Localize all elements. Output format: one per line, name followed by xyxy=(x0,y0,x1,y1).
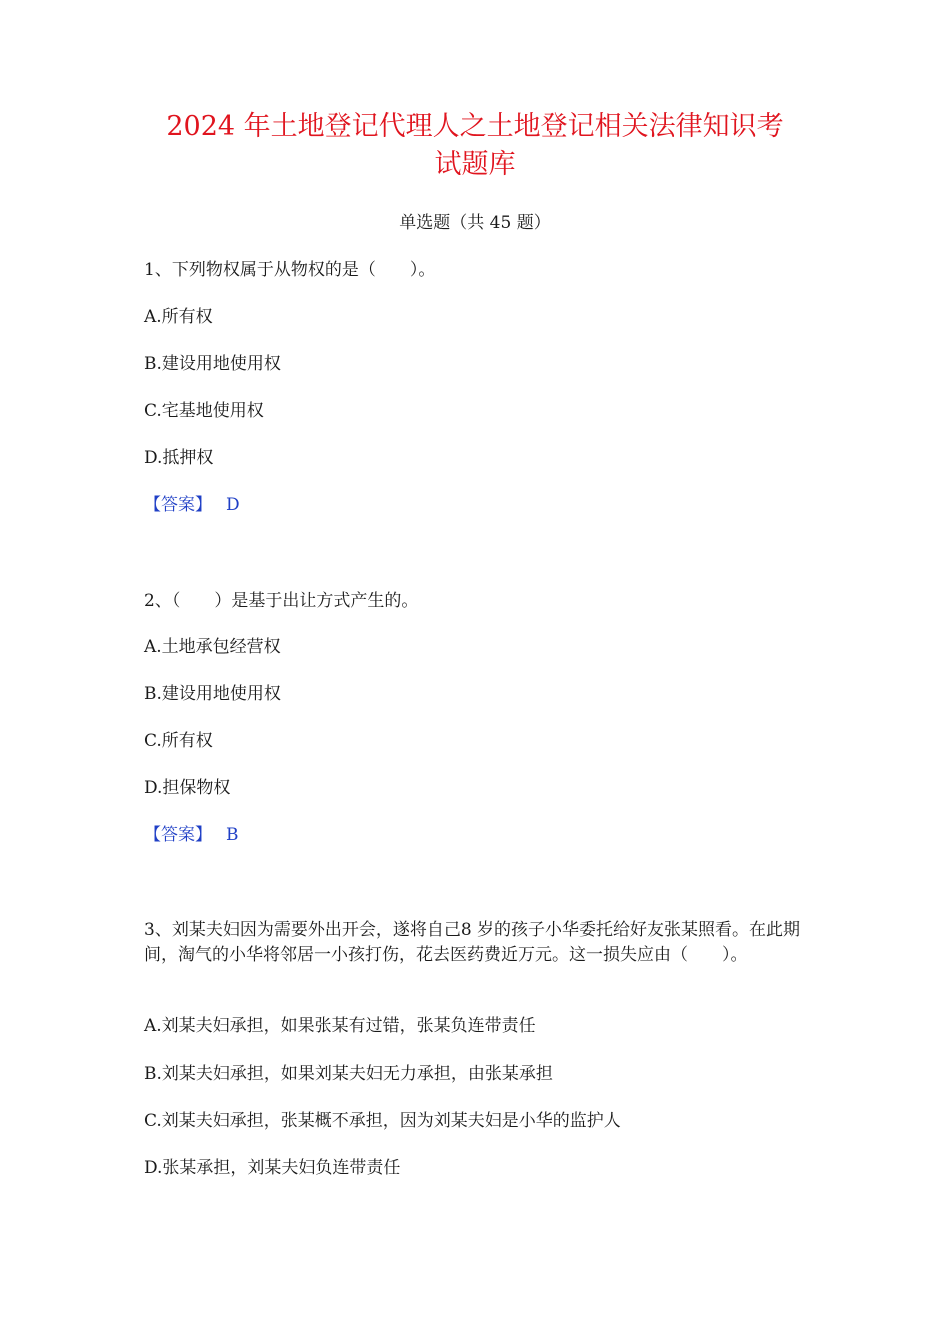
question-3-option-c: C.刘某夫妇承担，张某概不承担，因为刘某夫妇是小华的监护人 xyxy=(144,1111,621,1131)
question-2-option-a: A.土地承包经营权 xyxy=(144,637,281,657)
question-1-stem: 1、下列物权属于从物权的是（ ）。 xyxy=(144,260,436,280)
section-heading: 单选题（共 45 题） xyxy=(399,213,551,233)
question-3-option-a: A.刘某夫妇承担，如果张某有过错，张某负连带责任 xyxy=(144,1016,536,1036)
question-3-option-b: B.刘某夫妇承担，如果刘某夫妇无力承担，由张某承担 xyxy=(144,1064,553,1084)
question-2-answer xyxy=(144,823,239,847)
question-1-answer xyxy=(144,493,240,517)
answer-label: 【答案】 xyxy=(144,825,212,845)
answer-value: D xyxy=(226,495,240,515)
question-2-option-c: C.所有权 xyxy=(144,731,213,751)
document-title-line-1: 2024 年土地登记代理人之土地登记相关法律知识考 xyxy=(166,111,784,142)
answer-label: 【答案】 xyxy=(144,495,212,515)
question-1-option-d: D.抵押权 xyxy=(144,448,214,468)
answer-value: B xyxy=(226,825,239,845)
question-2-option-d: D.担保物权 xyxy=(144,778,231,798)
question-1-option-c: C.宅基地使用权 xyxy=(144,401,264,421)
question-3-option-d: D.张某承担，刘某夫妇负连带责任 xyxy=(144,1158,401,1178)
question-2-option-b: B.建设用地使用权 xyxy=(144,684,281,704)
document-title-line-2: 试题库 xyxy=(434,149,516,180)
question-3-stem: 3、刘某夫妇因为需要外出开会，遂将自己8 岁的孩子小华委托给好友张某照看。在此期间，淘气的小华将邻居一小孩打伤，花去医药费近万元。这一损失应由（ ）。 xyxy=(144,920,801,965)
question-1-option-a: A.所有权 xyxy=(144,307,213,327)
question-2-stem: 2、（ ）是基于出让方式产生的。 xyxy=(144,591,419,611)
document-title xyxy=(120,108,830,184)
question-1-option-b: B.建设用地使用权 xyxy=(144,354,281,374)
